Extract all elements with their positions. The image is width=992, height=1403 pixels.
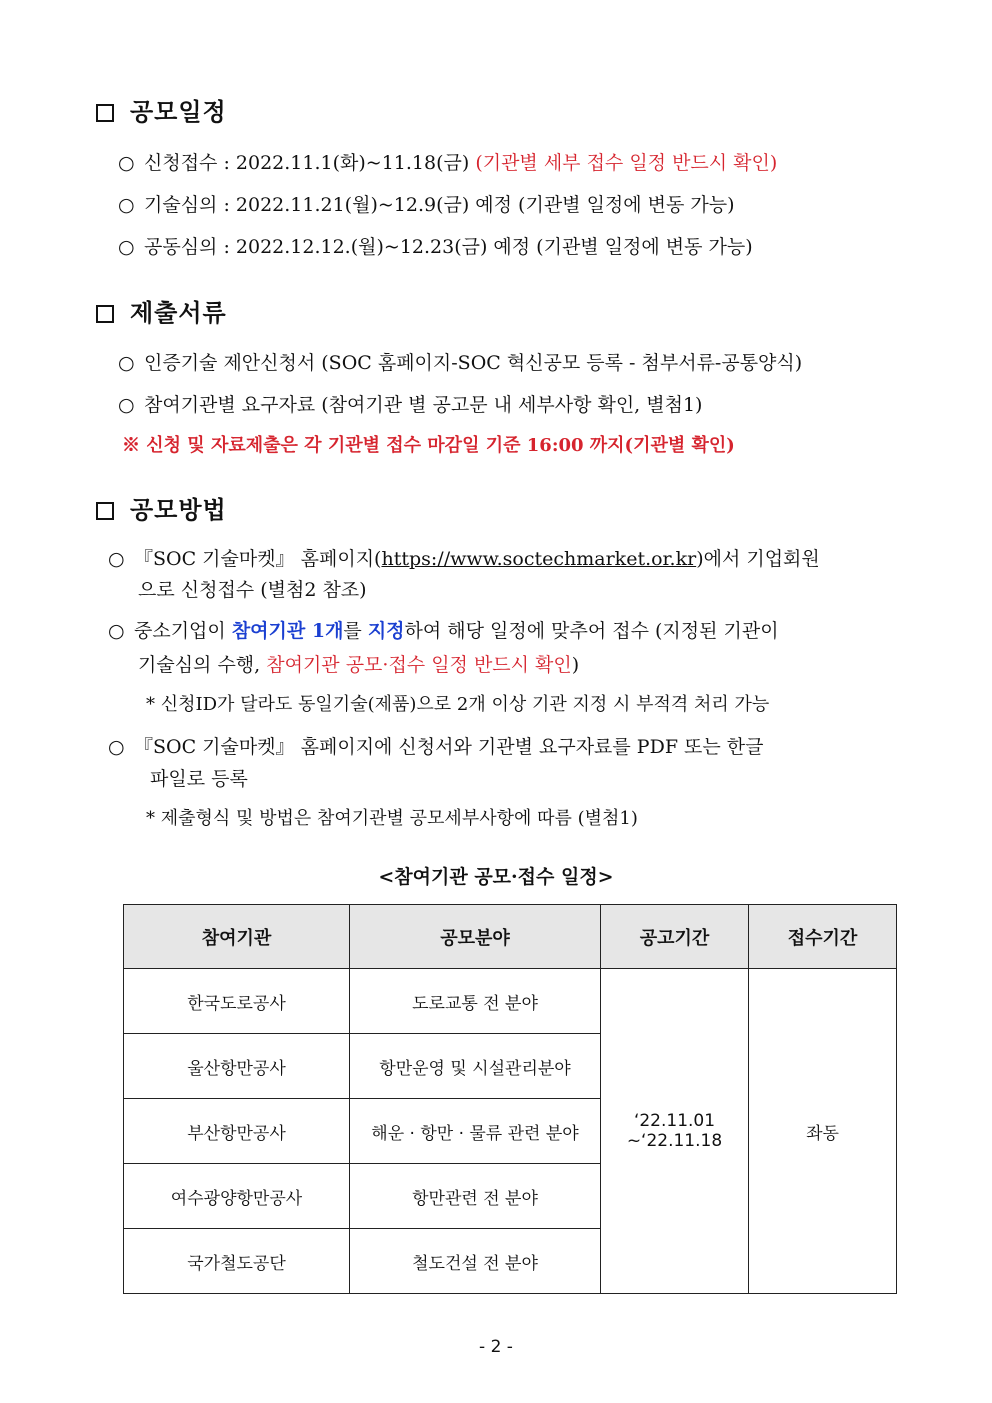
section-title: 공모방법 [130, 495, 227, 524]
documents-item-proposal [118, 348, 802, 375]
method-item-register [108, 544, 820, 571]
circle-bullet-icon: ○ [108, 548, 125, 570]
item-text: 참여기관별 요구자료 (참여기관 별 공고문 내 세부사항 확인, 별첨1) [144, 394, 703, 416]
item-text: 인증기술 제안신청서 (SOC 홈페이지-SOC 혁신공모 등록 - 첨부서류-공통양식) [144, 352, 803, 374]
schedule-item-application [118, 148, 777, 175]
circle-bullet-icon: ○ [108, 620, 125, 642]
method-item-designate [108, 616, 779, 643]
circle-bullet-icon: ○ [118, 236, 135, 258]
item-text: 기술심의 : 2022.11.21(월)~12.9(금) 예정 (기관별 일정에 변동 가능) [144, 194, 735, 216]
schedule-item-joint-review [118, 232, 753, 259]
soctechmarket-link[interactable]: https://www.soctechmarket.or.kr [381, 548, 697, 570]
method-item-register-line2: 으로 신청접수 (별첨2 참조) [138, 579, 367, 601]
period-end: ~‘22.11.18 [626, 1131, 723, 1151]
checkbox-square-icon [96, 104, 114, 122]
schedule-table [123, 904, 897, 1294]
method-item-designate-line2 [138, 650, 579, 677]
period-start: ‘22.11.01 [633, 1111, 716, 1131]
institution-cell: 부산항만공사 [124, 1099, 350, 1164]
notice-period-cell [601, 969, 749, 1294]
circle-bullet-icon: ○ [118, 194, 135, 216]
item-text: 하여 해당 일정에 맞추어 접수 (지정된 기관이 [404, 620, 779, 642]
item-text: 신청접수 : 2022.11.1(화)~11.18(금) [144, 152, 476, 174]
item-text: 기술심의 수행, [138, 654, 267, 676]
reception-period-cell: 좌동 [749, 969, 897, 1294]
table-caption: <참여기관 공모·접수 일정> [378, 866, 614, 888]
section-title: 제출서류 [130, 298, 227, 327]
field-cell: 항만운영 및 시설관리분야 [350, 1034, 601, 1099]
header-notice-period: 공고기간 [601, 905, 749, 969]
field-cell: 도로교통 전 분야 [350, 969, 601, 1034]
schedule-item-tech-review [118, 190, 735, 217]
section-heading-method [96, 490, 227, 525]
item-text: 공동심의 : 2022.12.12.(월)~12.23(금) 예정 (기관별 일정에 변동 가능) [144, 236, 753, 258]
item-text: 『SOC 기술마켓』 홈페이지에 신청서와 기관별 요구자료를 PDF 또는 한글 [134, 736, 764, 758]
item-text: 『SOC 기술마켓』 홈페이지( [134, 548, 382, 570]
item-text: ) [571, 654, 580, 676]
item-text: )에서 기업회원 [696, 548, 820, 570]
section-heading-schedule [96, 92, 227, 127]
institution-cell: 여수광양항만공사 [124, 1164, 350, 1229]
field-cell: 해운 · 항만 · 물류 관련 분야 [350, 1099, 601, 1164]
item-highlight: (기관별 세부 접수 일정 반드시 확인) [475, 152, 778, 174]
method-item-upload-line2: 파일로 등록 [150, 768, 248, 790]
section-title: 공모일정 [130, 97, 227, 126]
table-header-row [124, 905, 897, 969]
circle-bullet-icon: ○ [108, 736, 125, 758]
institution-cell: 한국도로공사 [124, 969, 350, 1034]
circle-bullet-icon: ○ [118, 352, 135, 374]
item-text: 를 [343, 620, 368, 642]
field-cell: 철도건설 전 분야 [350, 1229, 601, 1294]
circle-bullet-icon: ○ [118, 394, 135, 416]
header-institution: 참여기관 [124, 905, 350, 969]
institution-cell: 울산항만공사 [124, 1034, 350, 1099]
header-field: 공모분야 [350, 905, 601, 969]
method-item-designate-sub: * 신청ID가 달라도 동일기술(제품)으로 2개 이상 기관 지정 시 부적격 처리 가능 [146, 694, 770, 715]
circle-bullet-icon: ○ [118, 152, 135, 174]
item-highlight-blue: 지정 [367, 620, 405, 642]
checkbox-square-icon [96, 305, 114, 323]
method-item-upload-sub: * 제출형식 및 방법은 참여기관별 공모세부사항에 따름 (별첨1) [146, 808, 638, 829]
field-cell: 항만관련 전 분야 [350, 1164, 601, 1229]
documents-item-requirements [118, 390, 702, 417]
table-row [124, 969, 897, 1034]
checkbox-square-icon [96, 502, 114, 520]
deadline-note: ※ 신청 및 자료제출은 각 기관별 접수 마감일 기준 16:00 까지(기관별 확인) [122, 435, 735, 456]
page-number: - 2 - [479, 1337, 513, 1357]
item-highlight-blue: 참여기관 1개 [231, 620, 344, 642]
item-highlight-red: 참여기관 공모·접수 일정 반드시 확인 [266, 654, 572, 676]
institution-cell: 국가철도공단 [124, 1229, 350, 1294]
header-reception-period: 접수기간 [749, 905, 897, 969]
section-heading-documents [96, 293, 227, 328]
method-item-upload [108, 732, 764, 759]
item-text: 중소기업이 [134, 620, 232, 642]
